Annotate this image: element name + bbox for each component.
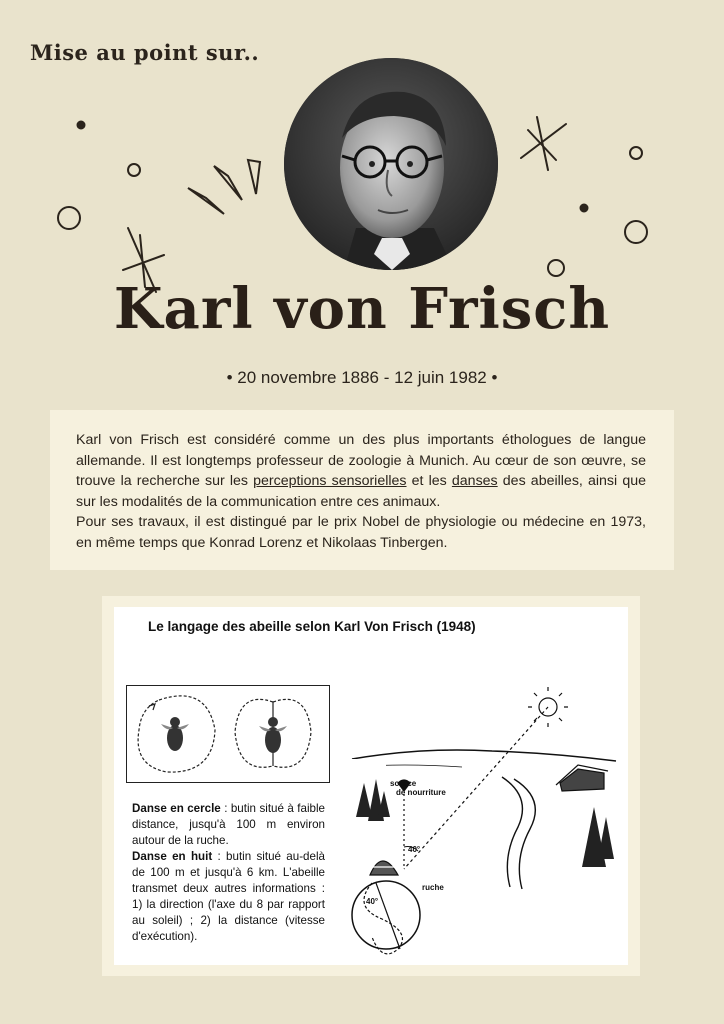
circle-dance-term: Danse en cercle <box>132 802 221 815</box>
angle-label: 40° <box>408 845 421 854</box>
bee-icon <box>161 717 189 751</box>
biography-card <box>50 410 674 570</box>
bee-language-figure <box>114 607 628 965</box>
ring-icon <box>128 164 140 176</box>
trees-left-icon <box>346 759 390 821</box>
dance-legend <box>132 801 325 945</box>
link-danses[interactable]: danses <box>451 473 498 489</box>
figure-title: Le langage des abeille selon Karl Von Frisch (1948) <box>148 619 476 634</box>
bio-text: et les <box>406 473 452 489</box>
ring-icon <box>548 260 564 276</box>
life-dates: • 20 novembre 1886 - 12 juin 1982 • <box>226 368 498 387</box>
kicker-text: Mise au point sur.. <box>30 40 260 65</box>
dot-icon <box>581 205 588 212</box>
page-title: Karl von Frisch <box>113 276 611 342</box>
circle-dance-text: : butin situé à faible distance, jusqu'à 100 m environ autour de la ruche. <box>132 802 325 847</box>
foraging-scene <box>342 687 626 963</box>
portrait-photo <box>284 58 498 270</box>
bio-text: des abeilles, ainsi que sur les modalités de la communication entre ces animaux. <box>76 473 646 510</box>
horizon-line <box>352 750 616 761</box>
dot-icon <box>78 122 85 129</box>
river-path <box>502 777 535 889</box>
bio-text-nobel: Pour ses travaux, il est distingué par le prix Nobel de physiologie ou médecine en 1973, en même temps que Konrad Lorenz et Nikolaas Tinbergen. <box>76 514 646 551</box>
eight-dance-text: : butin situé au-delà de 100 m et jusqu'à 6 km. L'abeille transmet deux autres informations : 1) la direction (l'axe du 8 par rapport au soleil) ; 2) la distance (vitesse d'exécution). <box>132 850 325 943</box>
triangles-icon <box>188 160 260 214</box>
hive-label: ruche <box>422 883 444 892</box>
beehive-icon <box>370 859 398 875</box>
eight-dance-term: Danse en huit <box>132 850 213 863</box>
angle-label-comb: 40° <box>366 897 379 906</box>
dance-comb-diagram <box>352 881 420 954</box>
sparkle-icon <box>521 117 566 170</box>
ring-icon <box>58 207 80 229</box>
bee-icon <box>259 717 287 753</box>
link-perceptions[interactable]: perceptions sensorielles <box>253 473 407 489</box>
cabin-icon <box>556 765 608 791</box>
dance-diagrams <box>126 685 330 783</box>
ring-icon <box>630 147 642 159</box>
trees-right-icon <box>582 807 614 867</box>
ring-icon <box>625 221 647 243</box>
bio-text: Karl von Frisch est considéré comme un des plus importants éthologues de langue allemande. Il est longtemps professeur de zoologie à Munich. Au cœur de son œuvre, se trouve la recherche sur les <box>76 432 646 489</box>
food-source-label: source de nourriture <box>390 779 446 797</box>
